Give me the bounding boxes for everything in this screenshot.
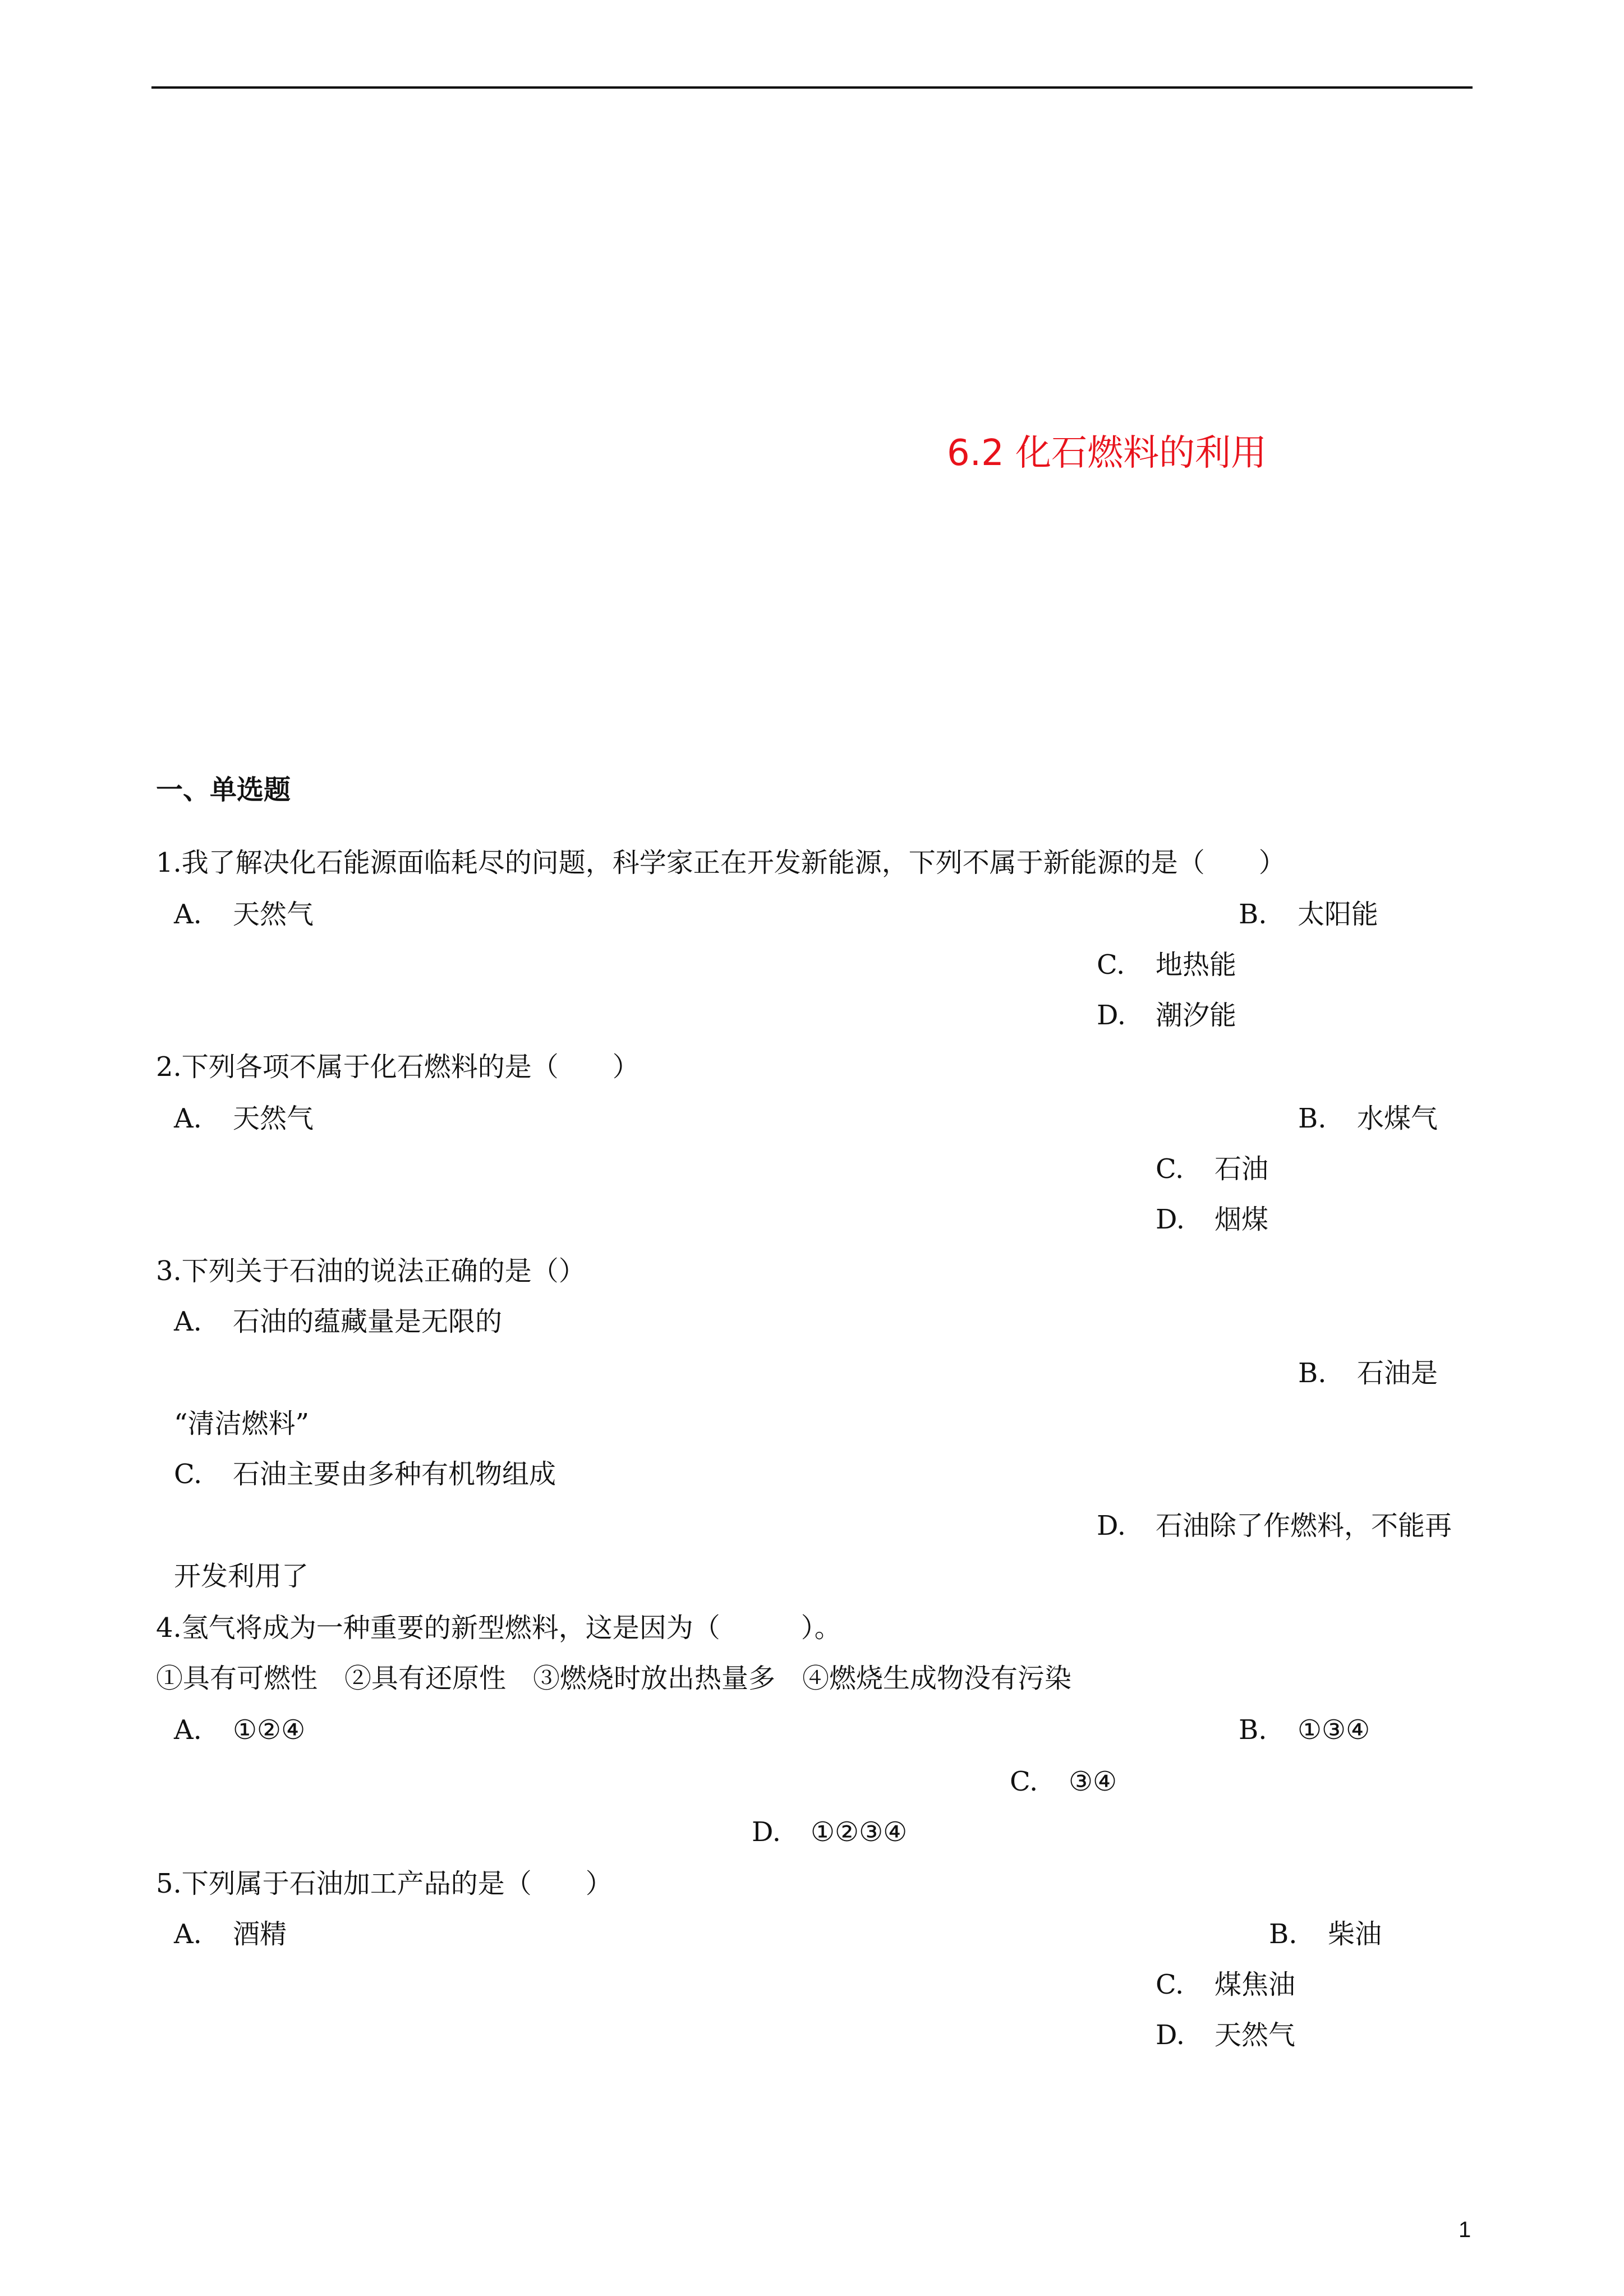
question-5-option-c: C. 煤焦油 [1156, 1969, 1296, 2000]
question-2-stem: 2.下列各项不属于化石燃料的是（ ） [156, 1051, 640, 1083]
question-1-option-c: C. 地热能 [1097, 949, 1237, 981]
section-heading: 一、单选题 [156, 774, 291, 806]
header-rule [151, 86, 1473, 89]
question-5-stem: 5.下列属于石油加工产品的是（ ） [156, 1868, 613, 1899]
question-5-option-a: A. 酒精 [174, 1918, 287, 1950]
question-3-option-d-continued: 开发利用了 [174, 1561, 309, 1592]
question-3-option-d: D. 石油除了作燃料，不能再 [1097, 1510, 1452, 1542]
question-2-option-a: A. 天然气 [174, 1103, 314, 1134]
question-4-statements: ①具有可燃性 ②具有还原性 ③燃烧时放出热量多 ④燃烧生成物没有污染 [156, 1663, 1072, 1694]
question-4-option-d: D. ①②③④ [752, 1816, 908, 1848]
page-title: 6.2 化石燃料的利用 [947, 432, 1267, 474]
question-5-option-d: D. 天然气 [1156, 2019, 1296, 2051]
question-3-option-b-continued: “清洁燃料” [174, 1408, 310, 1439]
question-3-stem: 3.下列关于石油的说法正确的是（） [156, 1255, 586, 1287]
question-4-stem: 4.氢气将成为一种重要的新型燃料，这是因为（ ）。 [156, 1612, 841, 1644]
page-number: 1 [1459, 2217, 1471, 2242]
question-1-option-b: B. 太阳能 [1239, 899, 1379, 930]
question-5-option-b: B. 柴油 [1269, 1918, 1382, 1950]
question-2-option-c: C. 石油 [1156, 1153, 1269, 1185]
question-2-option-b: B. 水煤气 [1298, 1103, 1438, 1134]
question-3-option-c: C. 石油主要由多种有机物组成 [174, 1458, 556, 1490]
question-4-option-c: C. ③④ [1010, 1766, 1117, 1797]
question-3-option-b: B. 石油是 [1298, 1358, 1438, 1389]
question-1-stem: 1.我了解决化石能源面临耗尽的问题，科学家正在开发新能源，下列不属于新能源的是（ ） [156, 847, 1286, 878]
question-3-option-a: A. 石油的蕴藏量是无限的 [174, 1306, 503, 1337]
question-1-option-a: A. 天然气 [174, 899, 314, 930]
question-4-option-b: B. ①③④ [1239, 1714, 1370, 1746]
question-4-option-a: A. ①②④ [174, 1714, 306, 1746]
question-1-option-d: D. 潮汐能 [1097, 1000, 1237, 1031]
question-2-option-d: D. 烟煤 [1156, 1204, 1269, 1235]
